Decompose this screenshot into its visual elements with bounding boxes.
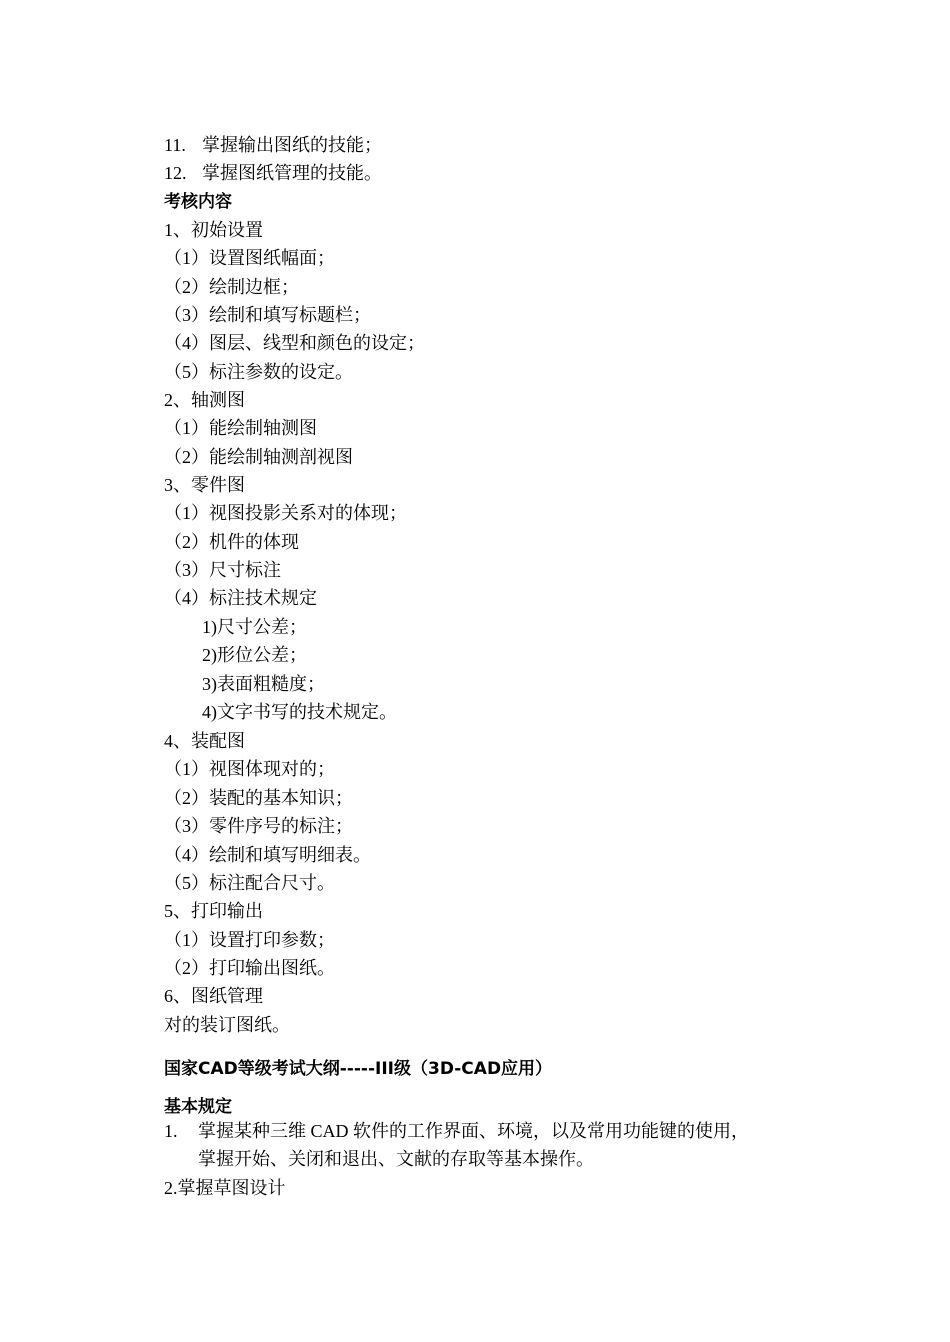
section-title: 5、打印输出 [164, 901, 263, 921]
list-item: 对的装订图纸。 [164, 1015, 290, 1035]
list-item: （3）尺寸标注 [164, 560, 281, 580]
list-item: （2）能绘制轴测剖视图 [164, 447, 353, 467]
section-title: 2、轴测图 [164, 390, 245, 410]
list-item: （2）机件的体现 [164, 532, 299, 552]
list-item: （4）标注技术规定 [164, 588, 317, 608]
list-item: （1）视图体现对的； [164, 759, 335, 779]
list-item: （1）能绘制轴测图 [164, 418, 317, 438]
list-item: （2）装配的基本知识； [164, 788, 353, 808]
sub-list-item: 2)形位公差； [202, 645, 307, 665]
list-item: （4）绘制和填写明细表。 [164, 845, 371, 865]
section-heading: 考核内容 [164, 192, 232, 212]
sub-list-item: 4)文字书写的技术规定。 [202, 702, 397, 722]
list-item: （1）设置图纸幅面； [164, 248, 335, 268]
outline-heading: 国家CAD等级考试大纲-----III级（3D-CAD应用） [164, 1059, 553, 1079]
list-item: （1）设置打印参数； [164, 930, 335, 950]
list-item: 1. 掌握某种三维 CAD 软件的工作界面、环境，以及常用功能键的使用， [164, 1121, 750, 1141]
section-title: 1、初始设置 [164, 220, 263, 240]
list-item: （3）绘制和填写标题栏； [164, 305, 371, 325]
list-item: （1）视图投影关系对的体现； [164, 503, 407, 523]
list-item: 2.掌握草图设计 [164, 1178, 286, 1198]
list-item: 11. 掌握输出图纸的技能； [164, 135, 382, 155]
sub-list-item: 3)表面粗糙度； [202, 674, 325, 694]
list-item: （5）标注参数的设定。 [164, 362, 353, 382]
list-item: （2）打印输出图纸。 [164, 958, 335, 978]
list-item: （3）零件序号的标注； [164, 816, 353, 836]
sub-list-item: 1)尺寸公差； [202, 617, 307, 637]
list-item-continuation: 掌握开始、关闭和退出、文献的存取等基本操作。 [198, 1149, 594, 1169]
list-item: （2）绘制边框； [164, 277, 299, 297]
section-title: 6、图纸管理 [164, 986, 263, 1006]
list-item: 12. 掌握图纸管理的技能。 [164, 163, 382, 183]
list-item: （4）图层、线型和颜色的设定； [164, 333, 425, 353]
section-title: 3、零件图 [164, 475, 245, 495]
list-item: （5）标注配合尺寸。 [164, 873, 335, 893]
section-heading: 基本规定 [164, 1097, 232, 1117]
section-title: 4、装配图 [164, 731, 245, 751]
